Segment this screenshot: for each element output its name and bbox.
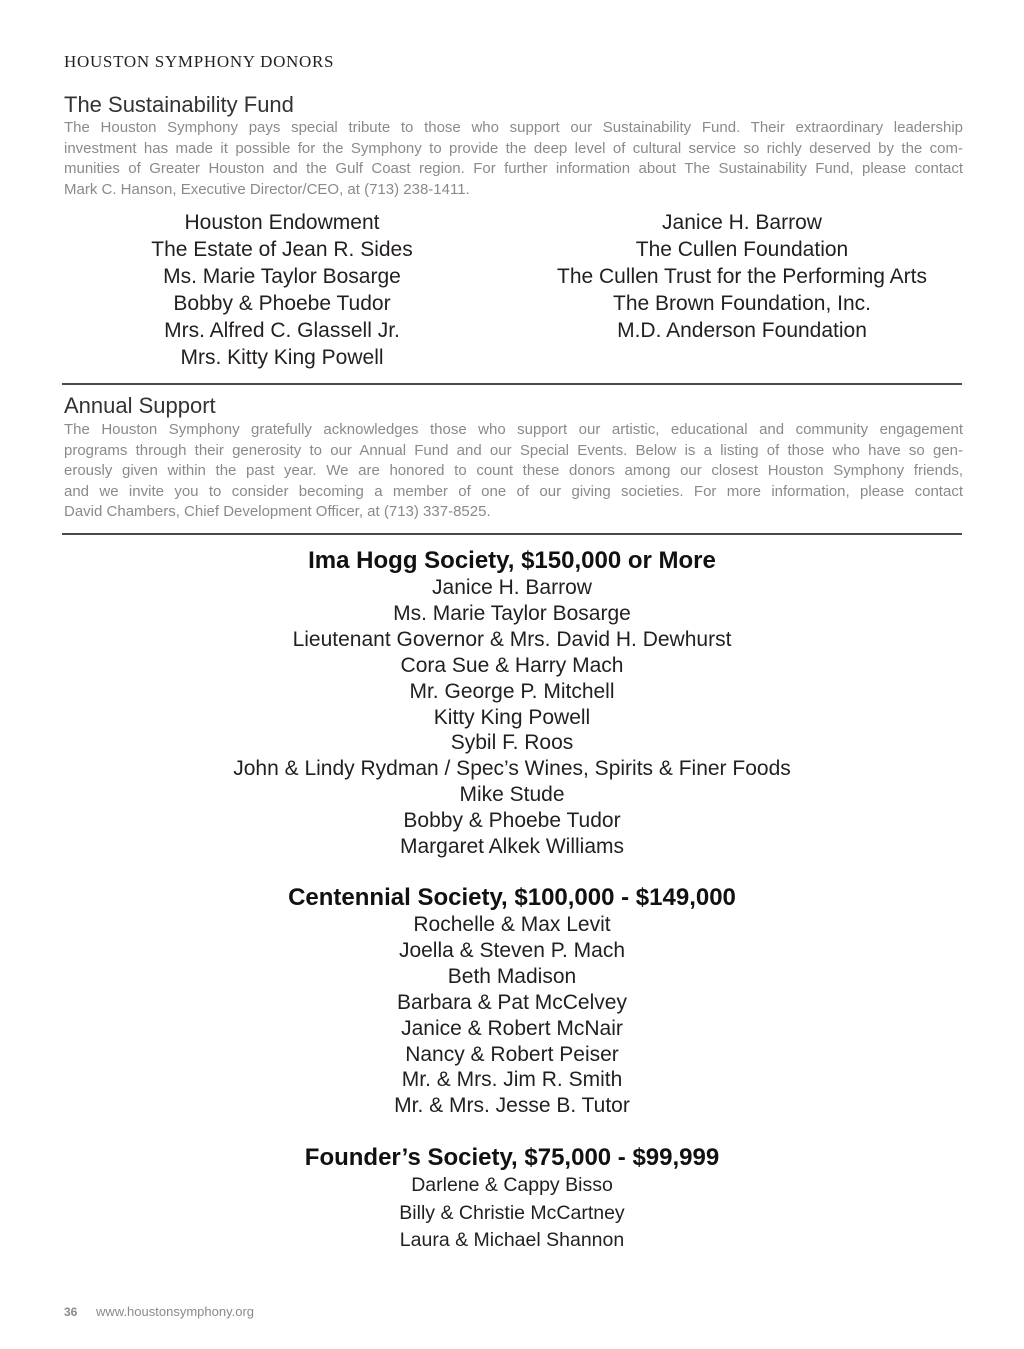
society-member: Barbara & Pat McCelvey (397, 990, 627, 1014)
society-ima-hogg (0, 547, 1024, 860)
society-member: Cora Sue & Harry Mach (400, 653, 624, 677)
donor-name: Bobby & Phoebe Tudor (173, 292, 391, 315)
society-member: Mr. George P. Mitchell (409, 679, 615, 703)
society-member: Joella & Steven P. Mach (398, 938, 626, 962)
description-line: and we invite you to consider becoming a member of one of our giving societies. For more information, please contact (64, 482, 963, 500)
society-member: Beth Madison (447, 964, 577, 988)
section-title-annual-support: Annual Support (64, 393, 216, 418)
page-number: 36 (64, 1305, 78, 1319)
society-member: Sybil F. Roos (450, 731, 574, 755)
description-line: erously given within the past year. We are honored to count these donors among our closest Houston Symphony friends, (64, 462, 963, 479)
website-url: www.houstonsymphony.org (96, 1304, 255, 1319)
society-member: Mike Stude (459, 783, 565, 807)
society-member: John & Lindy Rydman / Spec’s Wines, Spirits & Finer Foods (233, 757, 791, 781)
society-member: Ms. Marie Taylor Bosarge (393, 601, 631, 625)
donor-name: M.D. Anderson Foundation (617, 319, 867, 342)
donor-name: Janice H. Barrow (662, 211, 822, 234)
donor-name: Mrs. Kitty King Powell (180, 346, 384, 369)
society-member: Mr. & Mrs. Jesse B. Tutor (394, 1094, 630, 1118)
annual-support-description (64, 420, 963, 523)
society-member: Janice & Robert McNair (401, 1016, 623, 1040)
society-member: Margaret Alkek Williams (399, 835, 625, 859)
description-line: investment has made it possible for the Symphony to provide the deep level of cultural service so richly deserved by the com- (64, 139, 963, 157)
society-member: Billy & Christie McCartney (399, 1201, 625, 1224)
description-line: munities of Greater Houston and the Gulf Coast region. For further information about The Sustainability Fund, please contact (64, 160, 963, 178)
society-founders (0, 1143, 1024, 1255)
page-header-title: HOUSTON SYMPHONY DONORS (64, 52, 335, 71)
society-heading: Founder’s Society, $75,000 - $99,999 (304, 1144, 720, 1171)
section-divider (62, 533, 962, 535)
donor-name: The Estate of Jean R. Sides (151, 238, 413, 261)
society-member: Lieutenant Governor & Mrs. David H. Dewhurst (292, 627, 732, 651)
society-heading: Ima Hogg Society, $150,000 or More (308, 547, 716, 574)
page-footer (64, 1304, 254, 1320)
society-heading: Centennial Society, $100,000 - $149,000 (288, 884, 736, 911)
society-member: Laura & Michael Shannon (399, 1229, 625, 1251)
donor-name: The Brown Foundation, Inc. (613, 292, 871, 315)
donor-name: The Cullen Trust for the Performing Arts (557, 265, 927, 288)
description-line: Mark C. Hanson, Executive Director/CEO, at (713) 238-1411. (64, 180, 470, 198)
society-member: Darlene & Cappy Bisso (411, 1174, 613, 1196)
society-member: Rochelle & Max Levit (413, 913, 611, 936)
donor-column-right (522, 209, 962, 344)
society-member: Nancy & Robert Peiser (405, 1042, 619, 1066)
society-member: Kitty King Powell (433, 705, 591, 729)
description-line: The Houston Symphony pays special tribute to those who support our Sustainability Fund. Their extraordinary leadership (64, 119, 963, 136)
donor-name: Ms. Marie Taylor Bosarge (163, 265, 401, 288)
donor-name: The Cullen Foundation (635, 238, 849, 261)
donor-column-left (62, 209, 502, 371)
society-member: Janice H. Barrow (432, 576, 592, 599)
society-member: Bobby & Phoebe Tudor (403, 809, 621, 833)
donor-name: Houston Endowment (184, 211, 380, 234)
sustainability-fund-description (64, 118, 963, 200)
donor-name: Mrs. Alfred C. Glassell Jr. (164, 319, 400, 342)
description-line: David Chambers, Chief Development Officer, at (713) 337-8525. (64, 503, 491, 520)
section-divider (62, 383, 962, 385)
description-line: The Houston Symphony gratefully acknowledges those who support our artistic, educational and community engagement (64, 421, 963, 438)
description-line: programs through their generosity to our Annual Fund and our Special Events. Below is a listing of those who have so gen- (64, 441, 963, 459)
society-centennial (0, 884, 1024, 1119)
society-member: Mr. & Mrs. Jim R. Smith (401, 1068, 623, 1092)
section-title-sustainability-fund: The Sustainability Fund (64, 92, 294, 117)
